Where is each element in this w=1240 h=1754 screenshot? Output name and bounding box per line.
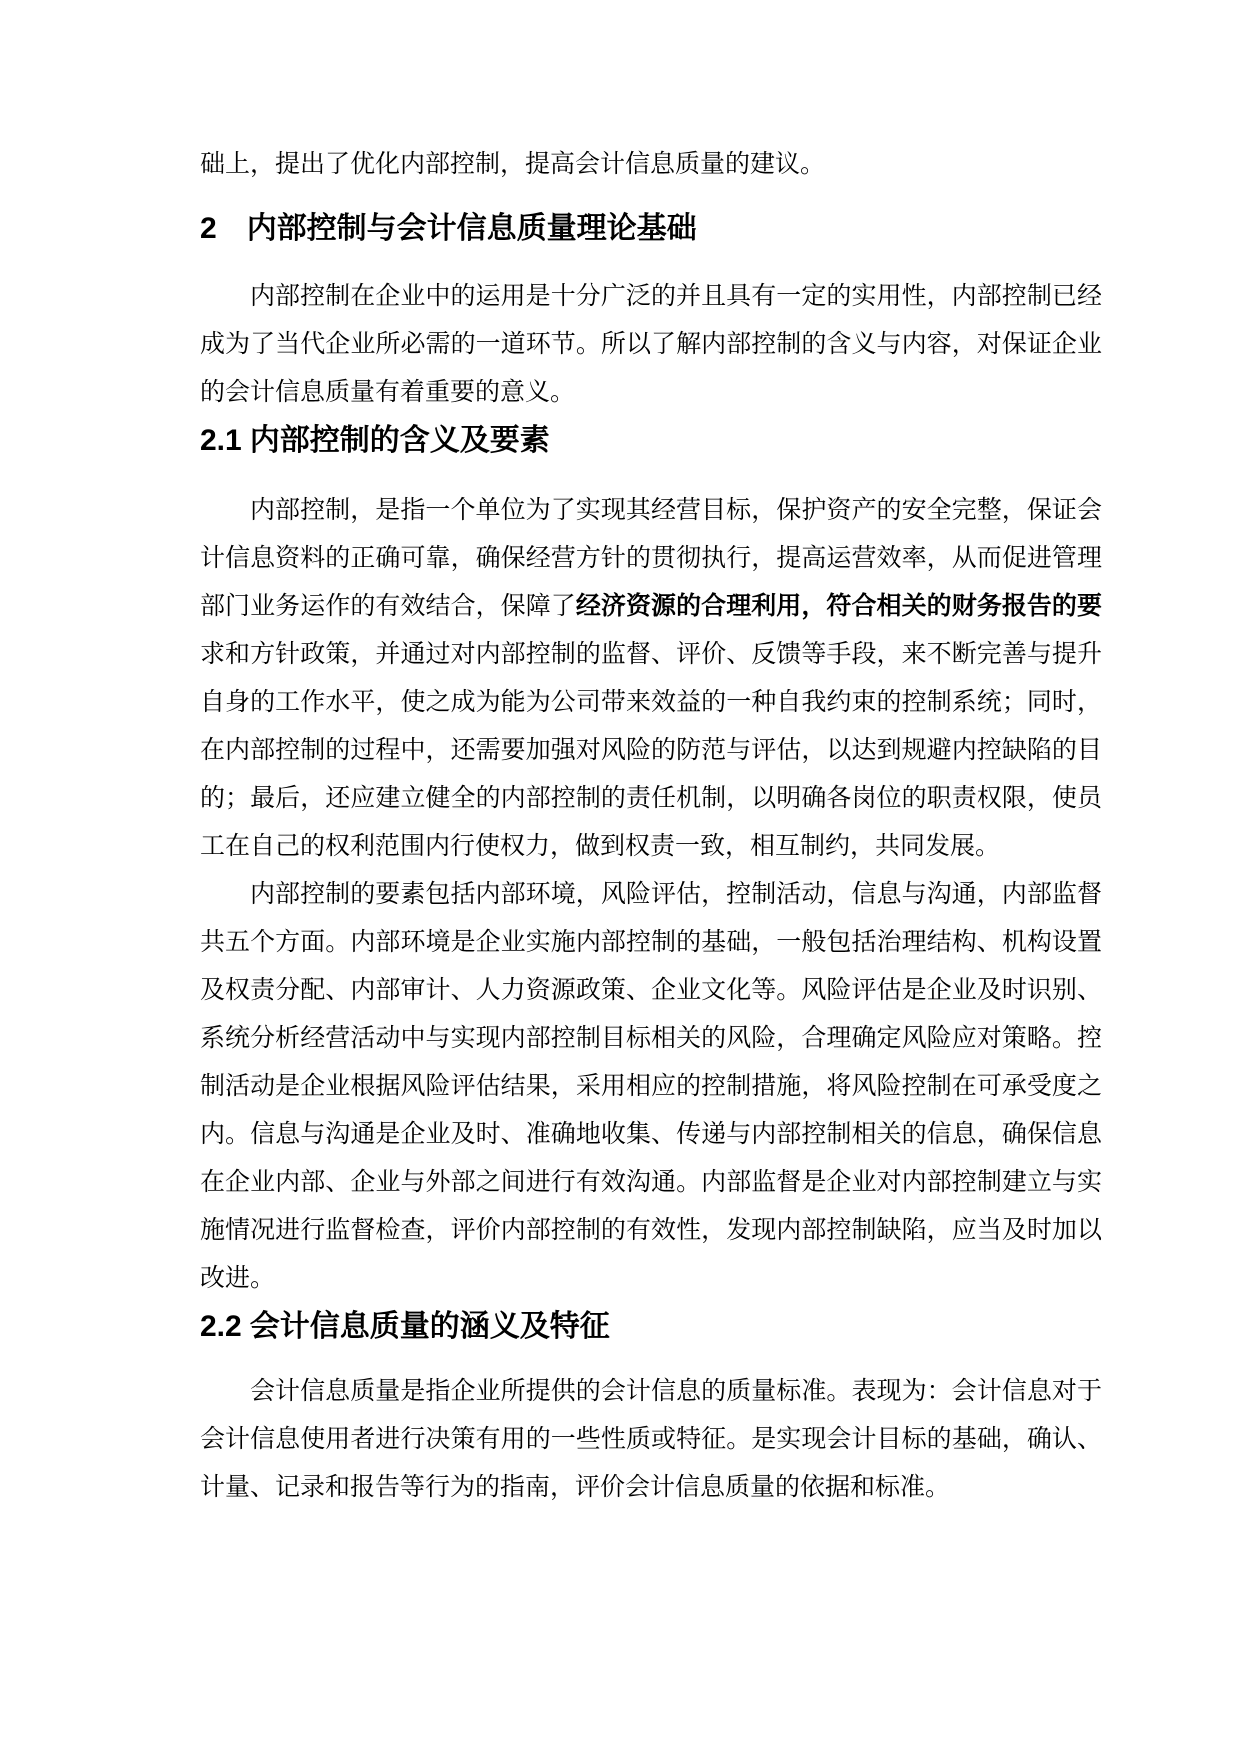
- chapter-number: 2: [200, 212, 217, 245]
- section-2-2-paragraph-1: 会计信息质量是指企业所提供的会计信息的质量标准。表现为：会计信息对于会计信息使用者进行决策有用的一些性质或特征。是实现会计目标的基础，确认、计量、记录和报告等行为的指南，评价会计信息质量的依据和标准。: [200, 1378, 1102, 1501]
- paragraph-bold-run: 经济资源的合理利用，符合相关的财务报告的要: [575, 593, 1102, 620]
- chapter-intro-paragraph: 内部控制在企业中的运用是十分广泛的并且具有一定的实用性，内部控制已经成为了当代企业所必需的一道环节。所以了解内部控制的含义与内容，对保证企业的会计信息质量有着重要的意义。: [200, 283, 1102, 406]
- continuation-paragraph: 础上，提出了优化内部控制，提高会计信息质量的建议。: [200, 151, 826, 178]
- page-content: [200, 0, 1102, 1512]
- section-title: 内部控制的含义及要素: [249, 424, 550, 457]
- section-heading-2-2: [200, 1303, 1102, 1351]
- section-2-1-paragraph-2: 内部控制的要素包括内部环境，风险评估，控制活动，信息与沟通，内部监督共五个方面。内部环境是企业实施内部控制的基础，一般包括治理结构、机构设置及权责分配、内部审计、人力资源政策、企业文化等。风险评估是企业及时识别、系统分析经营活动中与实现内部控制目标相关的风险，合理确定风险应对策略。控制活动是企业根据风险评估结果，采用相应的控制措施，将风险控制在可承受度之内。信息与沟通是企业及时、准确地收集、传递与内部控制相关的信息，确保信息在企业内部、企业与外部之间进行有效沟通。内部监督是企业对内部控制建立与实施情况进行监督检查，评价内部控制的有效性，发现内部控制缺陷，应当及时加以改进。: [200, 881, 1102, 1292]
- paragraph-text-before-bold: 内部控制，是指一个单位为了实现其经营目标，保护资产的安全完整，保证会计信息资料的正确可靠，确保经营方针的贯彻执行，提高运营效率，从而促进管理部门业务运作的有效结合，保障了: [200, 497, 1102, 620]
- paragraph-text-after-bold: 求和方针政策，并通过对内部控制的监督、评价、反馈等手段，来不断完善与提升自身的工作水平，使之成为能为公司带来效益的一种自我约束的控制系统；同时，在内部控制的过程中，还需要加强对风险的防范与评估，以达到规避内控缺陷的目的；最后，还应建立健全的内部控制的责任机制，以明确各岗位的职责权限，使员工在自己的权利范围内行使权力，做到权责一致，相互制约，共同发展。: [200, 641, 1102, 860]
- section-heading-2-1: [200, 417, 1102, 465]
- chapter-title: 内部控制与会计信息质量理论基础: [246, 212, 697, 245]
- chapter-heading: [200, 205, 1102, 253]
- section-title: 会计信息质量的涵义及特征: [249, 1310, 610, 1343]
- section-number: 2.1: [200, 424, 242, 457]
- section-2-1-paragraph-1: [200, 487, 1102, 871]
- section-number: 2.2: [200, 1310, 242, 1343]
